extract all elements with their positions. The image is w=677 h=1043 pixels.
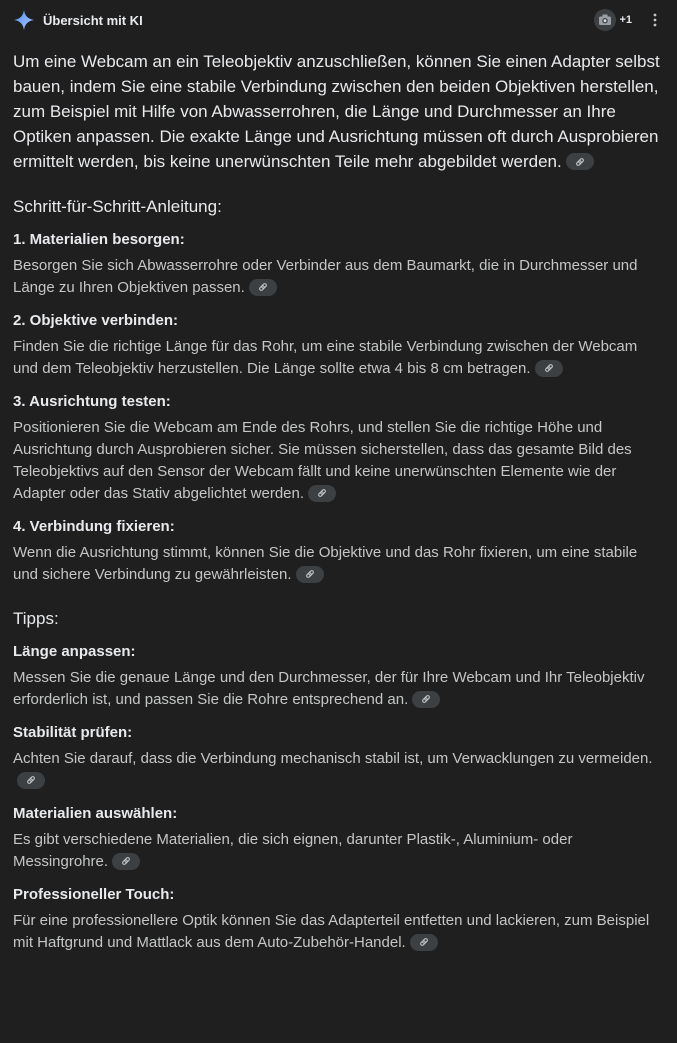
link-icon[interactable] bbox=[17, 772, 45, 789]
ai-overview-header bbox=[13, 0, 664, 40]
step-text: Besorgen Sie sich Abwasserrohre oder Verbinder aus dem Baumarkt, die in Durchmesser und Länge zu Ihren Objektiven passen. bbox=[13, 257, 638, 296]
tip-title: Materialien auswählen: bbox=[13, 805, 178, 822]
header-right bbox=[594, 9, 664, 31]
tip-title: Professioneller Touch: bbox=[13, 886, 175, 903]
tip-text: Achten Sie darauf, dass die Verbindung mechanisch stabil ist, um Verwacklungen zu vermeiden. bbox=[13, 750, 653, 767]
intro-text: Um eine Webcam an ein Teleobjektiv anzuschließen, können Sie einen Adapter selbst bauen, indem Sie eine stabile Verbindung zwischen den beiden Objektiven herstellen, zum Beispiel mit Hilfe von Abwasserrohren, die Länge und Durchmesser an Ihre Optiken anpassen. Die exakte Länge und Ausrichtung müssen oft durch Ausprobieren ermittelt werden, bis keine unerwünschten Teile mehr abgebildet werden. bbox=[13, 52, 660, 171]
step-title: 4. Verbindung fixieren: bbox=[13, 518, 175, 535]
tip-text-wrap bbox=[13, 829, 664, 873]
tip-text-wrap bbox=[13, 748, 664, 792]
tip-item bbox=[13, 642, 664, 711]
link-icon[interactable] bbox=[249, 279, 277, 296]
guide-step bbox=[13, 311, 664, 380]
header-left bbox=[13, 9, 143, 31]
tip-text-wrap bbox=[13, 667, 664, 711]
tip-text: Für eine professionellere Optik können Sie das Adapterteil entfetten und lackieren, zum Beispiel mit Haftgrund und Mattlack aus dem Auto-Zubehör-Handel. bbox=[13, 912, 650, 951]
step-text-wrap bbox=[13, 542, 664, 586]
link-icon[interactable] bbox=[308, 485, 336, 502]
link-icon[interactable] bbox=[410, 934, 438, 951]
guide-step bbox=[13, 517, 664, 586]
step-text-wrap bbox=[13, 255, 664, 299]
guide-step bbox=[13, 230, 664, 299]
link-icon[interactable] bbox=[535, 360, 563, 377]
header-title: Übersicht mit KI bbox=[43, 12, 143, 28]
guide-step bbox=[13, 392, 664, 505]
guide-heading: Schritt-für-Schritt-Anleitung: bbox=[13, 197, 222, 216]
tip-item bbox=[13, 885, 664, 954]
tip-text: Es gibt verschiedene Materialien, die sich eignen, darunter Plastik-, Aluminium- oder Messingrohre. bbox=[13, 831, 573, 870]
source-count: +1 bbox=[619, 14, 632, 26]
source-avatars[interactable] bbox=[594, 9, 632, 31]
tip-text: Messen Sie die genaue Länge und den Durchmesser, der für Ihre Webcam und Ihr Teleobjektiv erforderlich ist, und passen Sie die Rohre entsprechend an. bbox=[13, 669, 645, 708]
tip-title: Stabilität prüfen: bbox=[13, 724, 133, 741]
step-text: Finden Sie die richtige Länge für das Rohr, um eine stabile Verbindung zwischen der Webcam und dem Teleobjektiv herzustellen. Die Länge sollte etwa 4 bis 8 cm betragen. bbox=[13, 338, 638, 377]
link-icon[interactable] bbox=[566, 153, 594, 170]
tips-heading: Tipps: bbox=[13, 609, 59, 628]
tip-text-wrap bbox=[13, 910, 664, 954]
step-text: Wenn die Ausrichtung stimmt, können Sie die Objektive und das Rohr fixieren, um eine stabile und sichere Verbindung zu gewährleisten. bbox=[13, 544, 638, 583]
step-text-wrap bbox=[13, 336, 664, 380]
sparkle-icon bbox=[13, 9, 35, 31]
tip-item bbox=[13, 723, 664, 792]
step-title: 1. Materialien besorgen: bbox=[13, 231, 185, 248]
link-icon[interactable] bbox=[112, 853, 140, 870]
more-vert-icon[interactable] bbox=[646, 9, 664, 31]
link-icon[interactable] bbox=[296, 566, 324, 583]
link-icon[interactable] bbox=[412, 691, 440, 708]
step-text: Positionieren Sie die Webcam am Ende des Rohrs, und stellen Sie die richtige Höhe und Ausrichtung durch Ausprobieren sicher. Sie müssen sicherstellen, dass das gesamte Bild des Teleobjektivs auf den Sensor der Webcam fällt und keine unerwünschten Elemente wie der Adapter oder das Stativ abgelichtet werden. bbox=[13, 419, 632, 502]
camera-avatar-icon bbox=[594, 9, 616, 31]
step-text-wrap bbox=[13, 417, 664, 505]
step-title: 3. Ausrichtung testen: bbox=[13, 393, 171, 410]
intro-paragraph bbox=[13, 49, 664, 174]
step-title: 2. Objektive verbinden: bbox=[13, 312, 179, 329]
tip-title: Länge anpassen: bbox=[13, 643, 136, 660]
tip-item bbox=[13, 804, 664, 873]
